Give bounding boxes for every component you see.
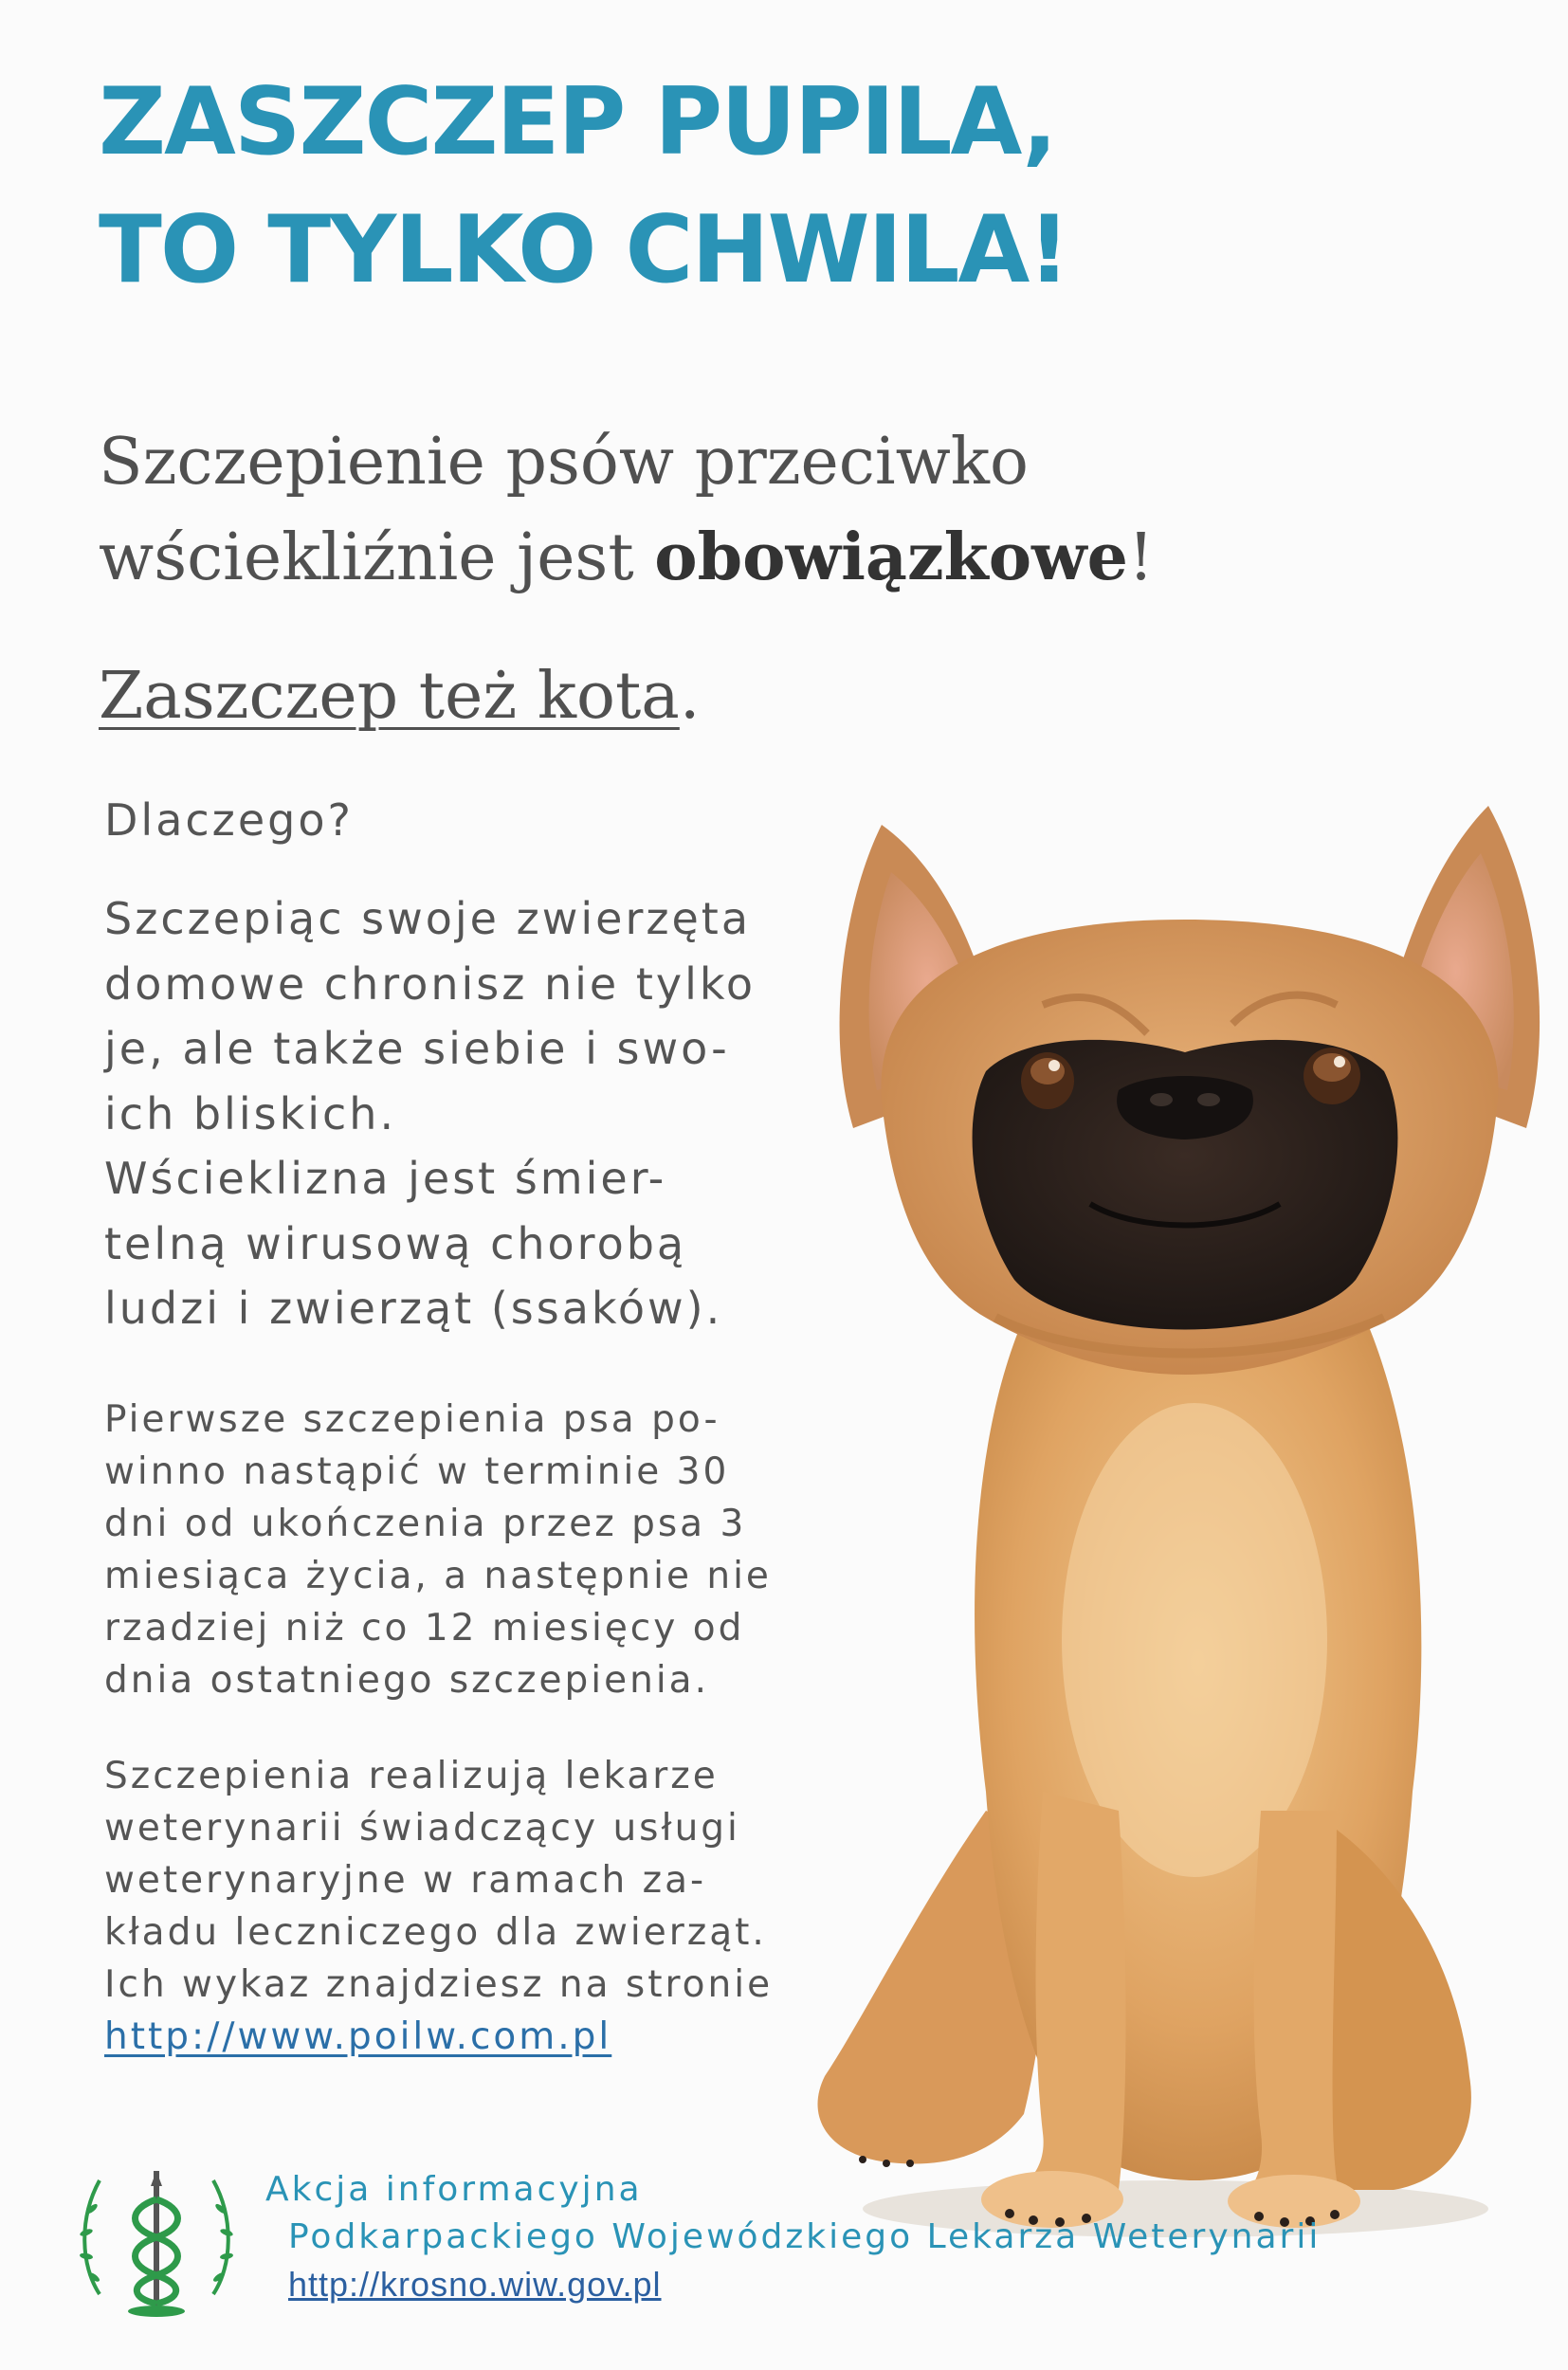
headline bbox=[99, 59, 1502, 315]
paragraph-line: telną wirusową chorobą bbox=[104, 1217, 687, 1269]
subheadline-line-2: wściekliźnie jest obowiązkowe! bbox=[99, 520, 1155, 595]
paragraph-schedule bbox=[104, 1394, 920, 1706]
paragraph-line: ich bliskich. bbox=[104, 1087, 397, 1139]
paragraph-line: kładu leczniczego dla zwierząt. bbox=[104, 1911, 767, 1954]
paragraph-line: dni od ukończenia przez psa 3 bbox=[104, 1503, 747, 1545]
footer-info bbox=[265, 2166, 1498, 2308]
paragraph-line: weterynaryjne w ramach za- bbox=[104, 1859, 707, 1902]
paragraph-line: rzadziej niż co 12 miesięcy od bbox=[104, 1607, 745, 1650]
why-heading: Dlaczego? bbox=[104, 794, 354, 846]
subheadline bbox=[99, 415, 1331, 606]
vaccinate-cat-line: Zaszczep też kota. bbox=[99, 659, 701, 734]
paragraph-line: Pierwsze szczepienia psa po- bbox=[104, 1398, 720, 1441]
mandatory-emphasis: obowiązkowe bbox=[654, 520, 1128, 595]
footer-url-link[interactable]: http://krosno.wiw.gov.pl bbox=[288, 2265, 662, 2304]
footer-line-1: Akcja informacyjna bbox=[265, 2170, 643, 2209]
paragraph-line: domowe chronisz nie tylko bbox=[104, 957, 757, 1010]
paragraph-line: Szczepiąc swoje zwierzęta bbox=[104, 893, 752, 944]
headline-line-2: TO TYLKO CHWILA! bbox=[99, 196, 1068, 304]
paragraph-vets bbox=[104, 1750, 920, 2063]
paragraph-protection bbox=[104, 886, 920, 1341]
paragraph-line: winno nastąpić w terminie 30 bbox=[104, 1450, 730, 1493]
paragraph-line: miesiąca życia, a następnie nie bbox=[104, 1555, 772, 1597]
footer-line-2: Podkarpackiego Wojewódzkiego Lekarza Weterynarii bbox=[288, 2217, 1322, 2256]
paragraph-line: weterynarii świadczący usługi bbox=[104, 1807, 740, 1850]
french-bulldog-photo bbox=[806, 787, 1568, 2266]
paragraph-line: je, ale także siebie i swo- bbox=[104, 1023, 730, 1074]
paragraph-line: Ich wykaz znajdziesz na stronie bbox=[104, 1963, 774, 2006]
veterinary-inspection-logo-icon bbox=[71, 2152, 242, 2323]
paragraph-line: Szczepienia realizują lekarze bbox=[104, 1755, 719, 1797]
headline-line-1: ZASZCZEP PUPILA, bbox=[99, 68, 1056, 176]
poilw-link[interactable]: http://www.poilw.com.pl bbox=[104, 2015, 612, 2058]
paragraph-line: ludzi i zwierząt (ssaków). bbox=[104, 1283, 723, 1334]
paragraph-line: Wścieklizna jest śmier- bbox=[104, 1153, 667, 1204]
subheadline-line-1: Szczepienie psów przeciwko bbox=[99, 425, 1029, 500]
paragraph-line: dnia ostatniego szczepienia. bbox=[104, 1659, 709, 1702]
